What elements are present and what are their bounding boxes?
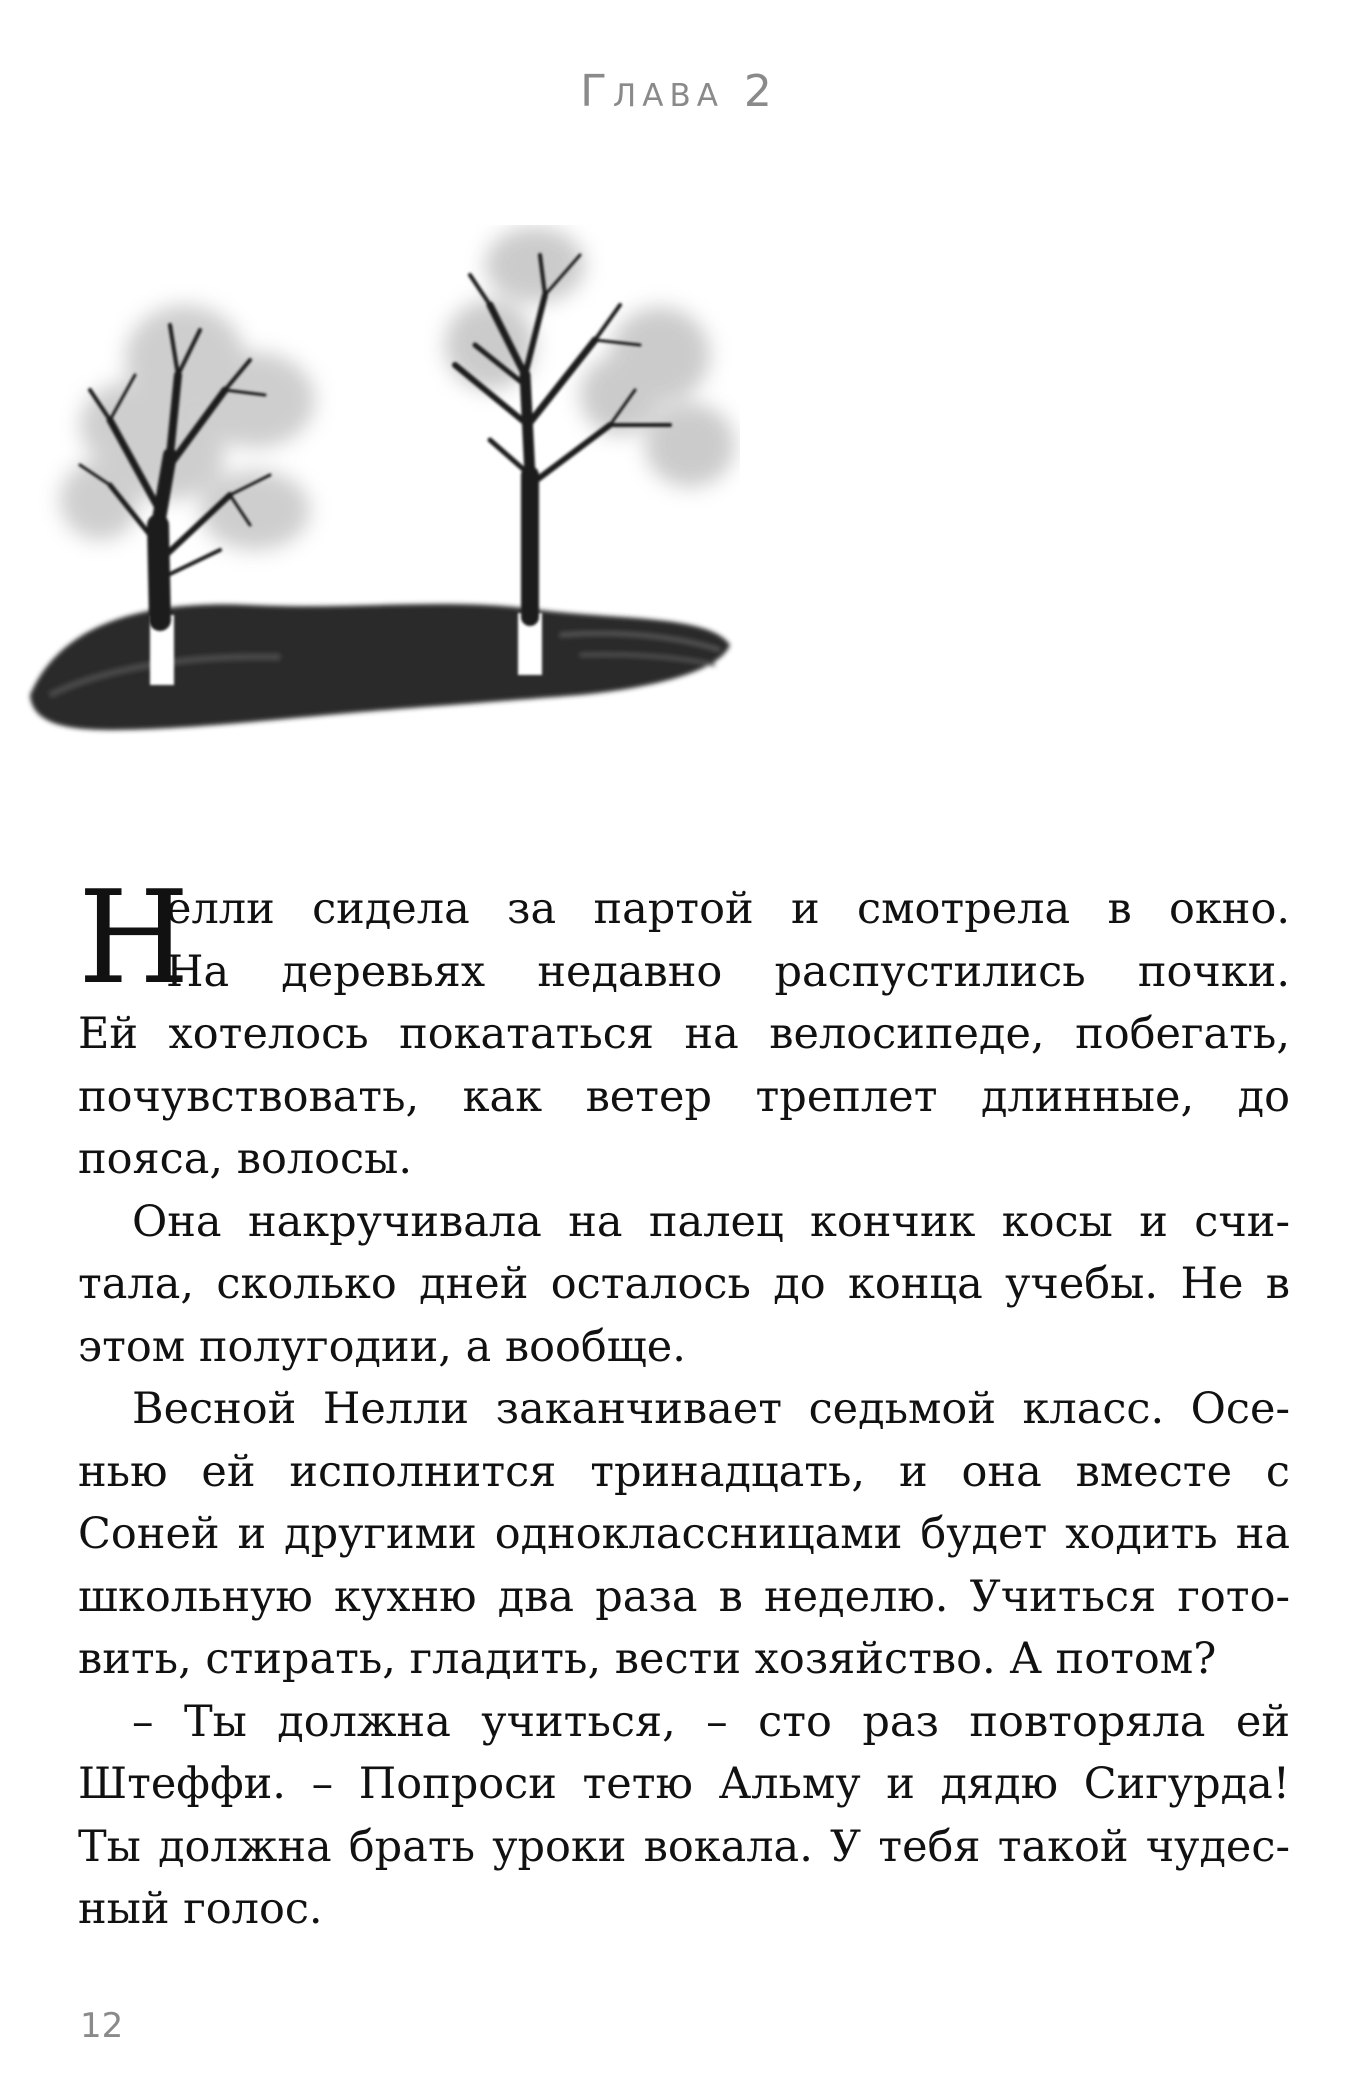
text-line: Весной Нелли заканчивает седьмой класс. Осе-	[132, 1384, 1290, 1434]
text-line: вить, стирать, гладить, вести хозяйство. А потом?	[78, 1634, 1217, 1684]
text-line: Ей хотелось покататься на велосипеде, побегать,	[78, 1009, 1290, 1059]
text-line: нью ей исполнится тринадцать, и она вместе с	[78, 1446, 1290, 1497]
text-line: Она накручивала на палец кончик косы и счи-	[132, 1196, 1290, 1247]
drop-cap: Н	[78, 864, 190, 1013]
text-line: этом полугодии, а вообще.	[78, 1321, 686, 1372]
text-line: елли сидела за партой и смотрела в окно.	[166, 884, 1290, 934]
text-line: тала, сколько дней осталось до конца учебы. Не в	[78, 1259, 1290, 1309]
text-line: почувствовать, как ветер треплет длинные, до	[78, 1071, 1290, 1122]
page-number: 12	[80, 2006, 124, 2046]
text-line: На деревьях недавно распустились почки.	[166, 946, 1290, 997]
text-line: Соней и другими одноклассницами будет ходить на	[78, 1509, 1290, 1559]
body-text	[78, 864, 1290, 1941]
trees-illustration	[20, 225, 740, 785]
text-line: пояса, волосы.	[78, 1134, 413, 1184]
text-line: – Ты должна учиться, – сто раз повторяла ей	[132, 1696, 1290, 1747]
text-line: Ты должна брать уроки вокала. У тебя такой чудес-	[78, 1821, 1290, 1872]
text-line: школьную кухню два раза в неделю. Учиться гото-	[78, 1571, 1290, 1622]
text-line: ный голос.	[78, 1884, 323, 1934]
chapter-title: Глава 2	[580, 66, 778, 117]
text-line: Штеффи. – Попроси тетю Альму и дядю Сигурда!	[78, 1759, 1290, 1809]
